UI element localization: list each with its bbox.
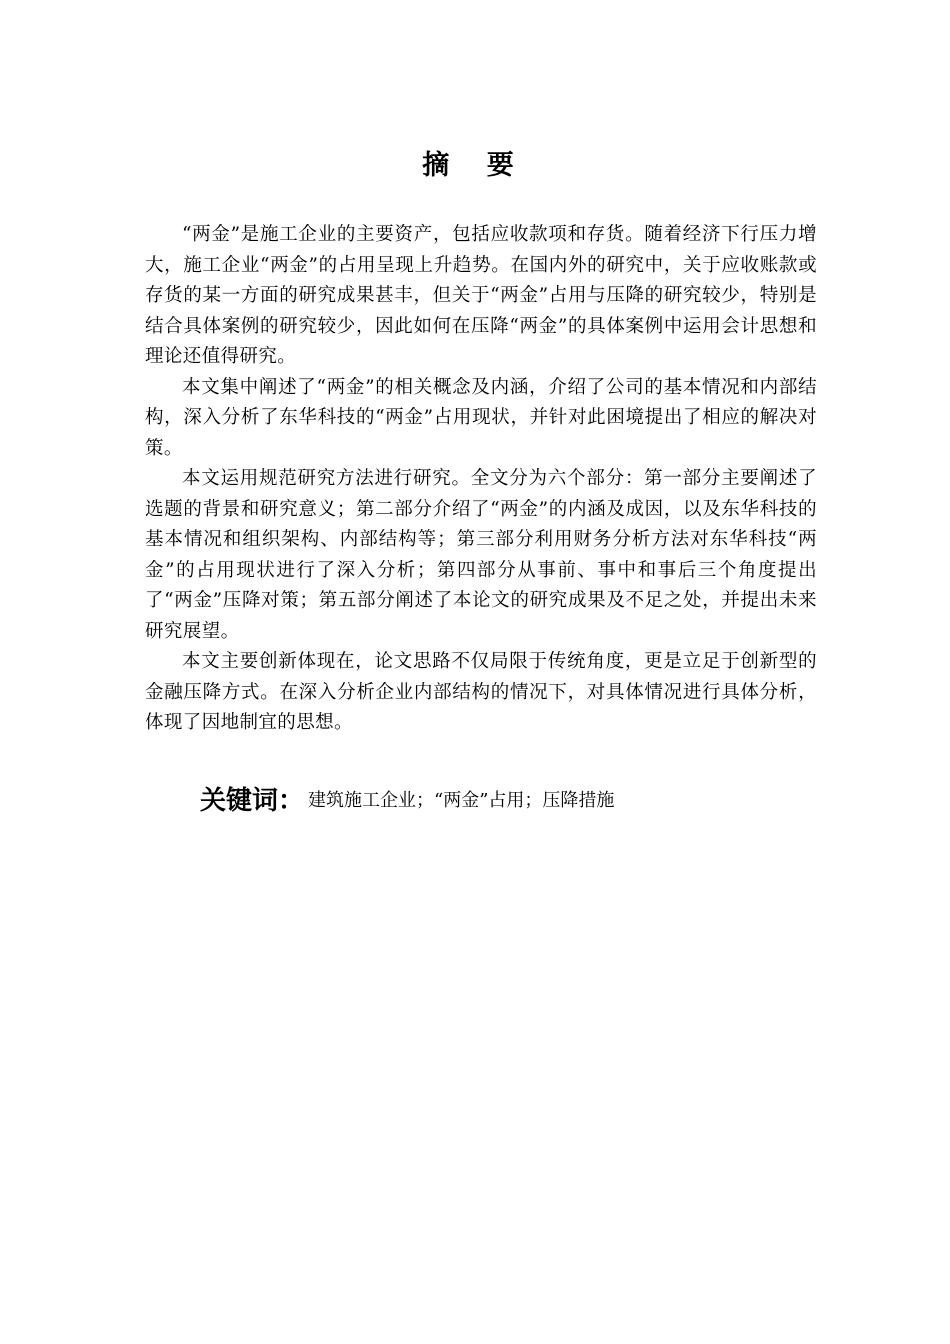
keywords-label: 关键词：: [200, 786, 305, 816]
abstract-paragraph-2: 本文集中阐述了“两金”的相关概念及内涵，介绍了公司的基本情况和内部结构，深入分析了东华科技的“两金”占用现状，并针对此困境提出了相应的解决对策。: [145, 376, 817, 459]
abstract-paragraph-1: “两金”是施工企业的主要资产，包括应收款项和存货。随着经济下行压力增大，施工企业“两金”的占用呈现上升趋势。在国内外的研究中，关于应收账款或存货的某一方面的研究成果甚丰，但关于“两金”占用与压降的研究较少，特别是结合具体案例的研究较少，因此如何在压降“两金”的具体案例中运用会计思想和理论还值得研究。: [145, 224, 817, 367]
abstract-title: 摘 要: [422, 150, 528, 181]
abstract-paragraph-3: 本文运用规范研究方法进行研究。全文分为六个部分：第一部分主要阐述了选题的背景和研究意义；第二部分介绍了“两金”的内涵及成因，以及东华科技的基本情况和组织架构、内部结构等；第三部分利用财务分析方法对东华科技“两金”的占用现状进行了深入分析；第四部分从事前、事中和事后三个角度提出了“两金”压降对策；第五部分阐述了本论文的研究成果及不足之处，并提出未来研究展望。: [145, 468, 817, 642]
keywords-line: [200, 780, 820, 817]
abstract-paragraph-4: 本文主要创新体现在，论文思路不仅局限于传统角度，更是立足于创新型的金融压降方式。在深入分析企业内部结构的情况下，对具体情况进行具体分析，体现了因地制宜的思想。: [145, 651, 817, 733]
abstract-body: [145, 220, 817, 739]
keywords-values: 建筑施工企业；“两金”占用；压降措施: [308, 789, 615, 811]
